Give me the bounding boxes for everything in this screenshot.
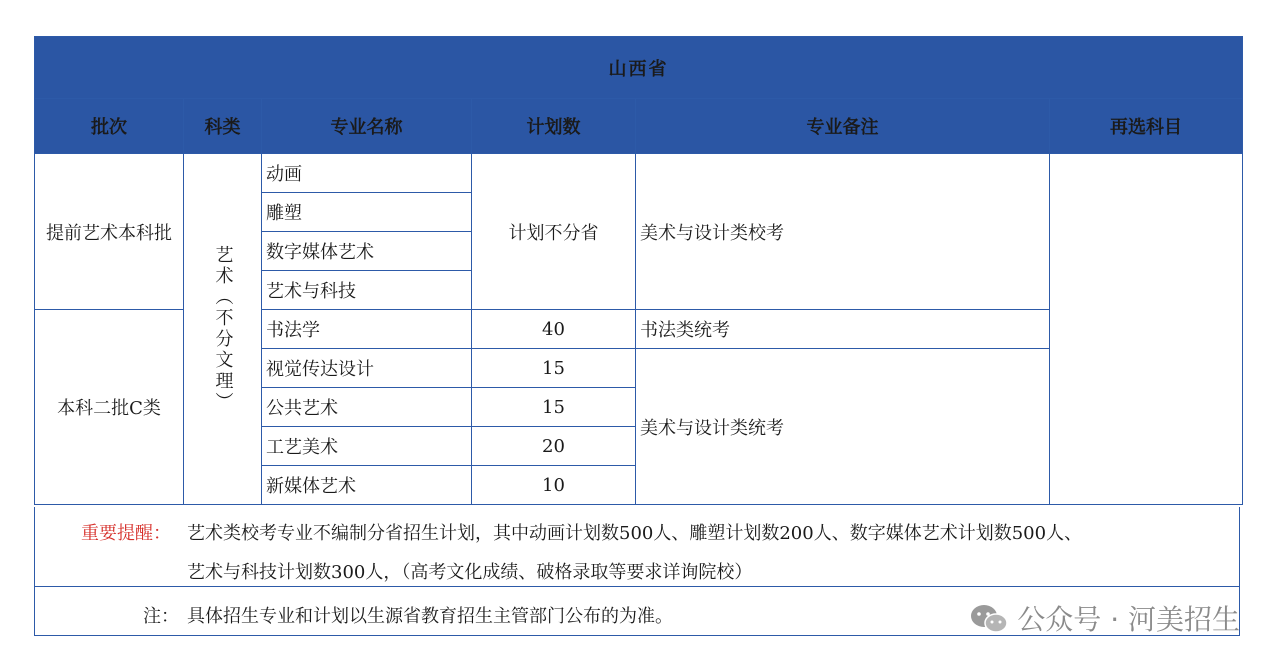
header-category: 科类 [184,99,262,154]
major-cell: 公共艺术 [262,388,472,427]
header-elective-subject: 再选科目 [1050,99,1243,154]
plan-cell: 10 [472,466,636,505]
note-cell: 美术与设计类校考 [636,154,1050,310]
plan-cell: 计划不分省 [472,154,636,310]
category-cell [184,154,262,505]
major-cell: 新媒体艺术 [262,466,472,505]
plan-cell: 20 [472,427,636,466]
plan-cell: 40 [472,310,636,349]
table-row [35,154,1243,193]
major-cell: 数字媒体艺术 [262,232,472,271]
header-major: 专业名称 [262,99,472,154]
major-cell: 雕塑 [262,193,472,232]
wechat-icon [969,603,1009,633]
important-text-line1: 艺术类校考专业不编制分省招生计划，其中动画计划数500人、雕塑计划数200人、数字媒体艺术计划数500人、 [187,523,1083,544]
header-plan-count: 计划数 [472,99,636,154]
admission-plan-table [34,36,1243,505]
important-label: 重要提醒： [81,523,171,544]
category-text: 艺术（不分文理） [212,245,234,413]
plan-cell: 15 [472,349,636,388]
major-cell: 视觉传达设计 [262,349,472,388]
watermark-text: 公众号 · 河美招生 [1017,603,1240,636]
note-label: 注： [143,606,179,627]
elective-cell [1050,154,1243,505]
province-title: 山西省 [35,37,1243,99]
major-cell: 书法学 [262,310,472,349]
major-cell: 动画 [262,154,472,193]
header-major-note: 专业备注 [636,99,1050,154]
watermark [969,598,1240,638]
important-text-line2: 艺术与科技计划数300人，（高考文化成绩、破格录取等要求详询院校） [187,562,753,583]
plan-cell: 15 [472,388,636,427]
major-cell: 艺术与科技 [262,271,472,310]
note-text: 具体招生专业和计划以生源省教育招生主管部门公布的为准。 [187,606,673,627]
notes-divider [35,586,1239,587]
major-cell: 工艺美术 [262,427,472,466]
header-batch: 批次 [35,99,184,154]
note-cell: 书法类统考 [636,310,1050,349]
batch-cell: 本科二批C类 [35,310,184,505]
note-cell: 美术与设计类统考 [636,349,1050,505]
batch-cell: 提前艺术本科批 [35,154,184,310]
